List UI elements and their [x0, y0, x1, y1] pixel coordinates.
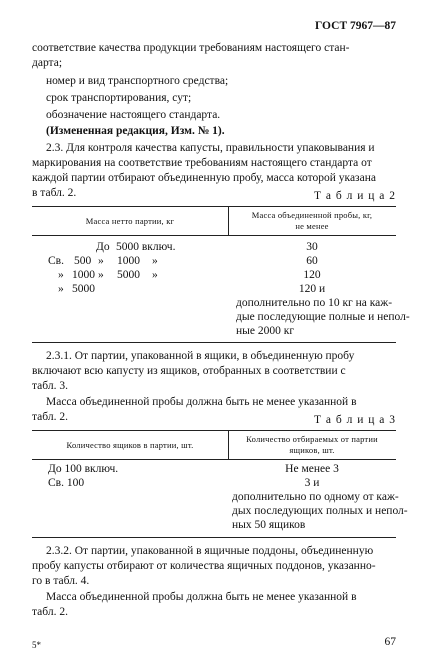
table-3-note-line-3: ных 50 ящиков	[232, 519, 306, 531]
table-2-row-4-prefix: »	[58, 283, 64, 295]
para-2-3-2-line-2: пробу капусты отбирают от количества ящичных поддонов, указанно-	[32, 560, 376, 572]
table-2-row-4-value: 120 и	[298, 283, 326, 295]
table-2-row-2-tail: »	[152, 255, 158, 267]
edition-note: (Измененная редакция, Изм. № 1).	[46, 125, 225, 137]
table-2-row-3-v1: 1000	[72, 269, 95, 281]
table-2-row-3-v2: 5000	[117, 269, 140, 281]
table-2-row-3-value: 120	[303, 269, 321, 281]
table-3-row-1-label: До 100 включ.	[48, 463, 119, 475]
table-3-header-rule	[32, 459, 396, 460]
table-2-row-2-prefix: Св.	[48, 255, 64, 267]
table-2-row-2-v2: 1000	[117, 255, 140, 267]
intro-line-2: дарта;	[32, 57, 63, 69]
table-3-bottom-rule	[32, 537, 396, 538]
table-2-col1-header: Масса нетто партии, кг	[85, 216, 175, 226]
para-2-3-line-4: в табл. 2.	[32, 187, 77, 199]
table-2-top-rule	[32, 206, 396, 207]
table-3-row-2-value: 3 и	[304, 477, 320, 489]
table-2-row-1-limit: 5000 включ.	[116, 241, 176, 253]
table-3-col2-header-line-1: Количество отбираемых от партии	[246, 434, 378, 444]
table-2-col2-header-line-1: Масса объединенной пробы, кг,	[251, 210, 373, 220]
table-2-row-3-tail: »	[152, 269, 158, 281]
table-3-row-1-value: Не менее 3	[285, 463, 339, 475]
para-2-3-line-1: 2.3. Для контроля качества капусты, правильности упаковывания и	[46, 142, 375, 154]
table-2-note-line-1: дополнительно по 10 кг на каж-	[236, 297, 393, 309]
table-2-row-3-prefix: »	[58, 269, 64, 281]
table-2-row-1-from: До	[96, 241, 110, 253]
para-mass-2-line-1: Масса объединенной пробы должна быть не менее указанной в	[46, 591, 357, 603]
para-mass-2-line-2: табл. 2.	[32, 606, 68, 618]
table-2-note-line-3: ные 2000 кг	[236, 325, 295, 337]
para-2-3-line-3: каждой партии отбирают объединенную пробу, масса которой указана	[32, 172, 376, 184]
para-2-3-2-line-1: 2.3.2. От партии, упакованной в ящичные поддоны, объединенную	[46, 545, 374, 557]
table-3-col2-header-line-2: ящиков, шт.	[289, 445, 335, 455]
table-3-col1-header: Количество ящиков в партии, шт.	[66, 440, 194, 450]
table-3-caption: Т а б л и ц а 3	[313, 414, 396, 426]
table-2-row-1-value: 30	[306, 241, 318, 253]
intro-line-4: срок транспортирования, сут;	[46, 92, 192, 104]
para-2-3-1-line-3: табл. 3.	[32, 380, 68, 392]
table-3-note-line-2: дых последующих полных и непол-	[232, 505, 408, 517]
document-code: ГОСТ 7967—87	[315, 20, 396, 32]
table-3-top-rule	[32, 430, 396, 431]
para-2-3-line-2: маркирования на соответствие требованиям настоящего стандарта от	[32, 157, 372, 169]
para-2-3-1-line-1: 2.3.1. От партии, упакованной в ящики, в объединенную пробу	[46, 350, 355, 362]
table-2-header-rule	[32, 235, 396, 236]
para-mass-1-line-2: табл. 2.	[32, 411, 68, 423]
para-2-3-1-line-2: включают всю капусту из ящиков, отобранных в соответствии с	[32, 365, 346, 377]
table-3-note-line-1: дополнительно по одному от каж-	[232, 491, 399, 503]
table-2-row-2-value: 60	[306, 255, 318, 267]
table-2-bottom-rule	[32, 342, 396, 343]
intro-line-3: номер и вид транспортного средства;	[46, 75, 229, 87]
sheet-mark: 5*	[32, 640, 41, 650]
intro-line-5: обозначение настоящего стандарта.	[46, 109, 221, 121]
table-2-row-4-v1: 5000	[72, 283, 95, 295]
table-2-row-2-sep: »	[98, 255, 104, 267]
table-2-row-2-v1: 500	[74, 255, 92, 267]
para-mass-1-line-1: Масса объединенной пробы должна быть не менее указанной в	[46, 396, 357, 408]
table-3-row-2-label: Св. 100	[48, 477, 85, 489]
table-2-col2-header-line-2: не менее	[295, 221, 329, 231]
table-2-note-line-2: дые последующие полные и непол-	[236, 311, 410, 323]
table-2-caption: Т а б л и ц а 2	[313, 190, 396, 202]
page-number: 67	[384, 636, 396, 648]
table-2-row-3-sep: »	[98, 269, 104, 281]
intro-line-1: соответствие качества продукции требованиям настоящего стан-	[32, 42, 350, 54]
para-2-3-2-line-3: го в табл. 4.	[32, 575, 90, 587]
